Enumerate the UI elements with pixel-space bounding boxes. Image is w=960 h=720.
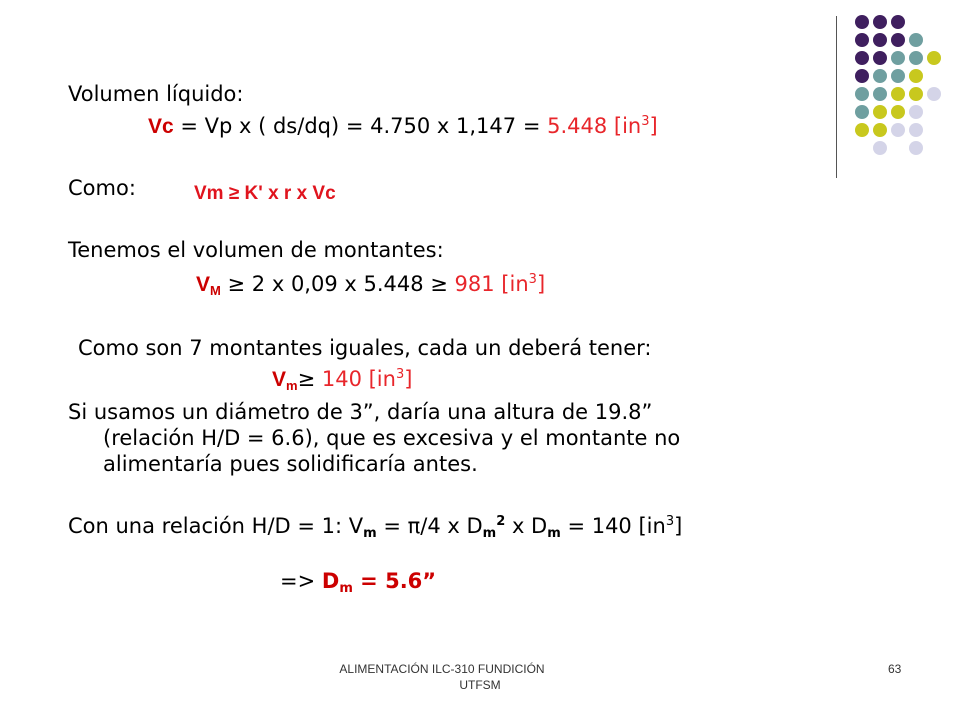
decor-dot: [873, 87, 887, 101]
decor-dot: [855, 87, 869, 101]
decor-dot: [855, 123, 869, 137]
decor-dot: [909, 51, 923, 65]
line-vm-montantes: $V_M \ge 2$ x 0,09 x 5.448 ≥ 981 $[in^3]$: [196, 272, 546, 298]
decor-dot: [909, 123, 923, 137]
footer-title: ALIMENTACIÓN ILC-310 FUNDICIÓN UTFSM: [339, 662, 545, 692]
line-como: Como:: [68, 176, 136, 200]
decor-dot: [891, 123, 905, 137]
decor-dot: [873, 69, 887, 83]
vc-symbol: Vc: [148, 115, 174, 138]
vm-inequality-formula: Vm ≥ K' x r x Vc: [194, 183, 336, 204]
decor-dot: [891, 105, 905, 119]
line-tenemos-volumen: Tenemos el volumen de montantes:: [68, 238, 444, 262]
decor-dot: [909, 105, 923, 119]
decor-dot: [855, 105, 869, 119]
decor-dot: [855, 69, 869, 83]
decor-dot: [855, 33, 869, 47]
line-relacion-hd: Con una relación H/D = 1: $V_m = \pi/4$ x $D_m^2$ x $D_m = 140$ $[in^3]$: [68, 514, 683, 541]
line-si-usamos-1: Si usamos un diámetro de 3”, daría una altura de 19.8”: [68, 400, 653, 424]
decor-dot: [873, 141, 887, 155]
decor-dot: [891, 69, 905, 83]
decor-dot: [909, 141, 923, 155]
decor-dot: [891, 15, 905, 29]
decor-dot: [873, 33, 887, 47]
decor-dot: [873, 15, 887, 29]
decor-dot: [927, 51, 941, 65]
decor-dot: [927, 87, 941, 101]
decor-dot: [873, 51, 887, 65]
decor-dot: [873, 123, 887, 137]
decor-dot: [855, 51, 869, 65]
decor-dot: [891, 51, 905, 65]
page-number: 63: [888, 662, 902, 676]
line-como-son-7: Como son 7 montantes iguales, cada un deberá tener:: [78, 336, 652, 360]
decor-dot: [909, 87, 923, 101]
line-vm-140: $V_m\ge 140$ $[in^3]$: [272, 367, 413, 393]
line-volumen-liquido: Volumen líquido:: [68, 82, 244, 106]
line-si-usamos-3: alimentaría pues solidificaría antes.: [103, 452, 478, 476]
line-si-usamos-2: (relación H/D = 6.6), que es excesiva y el montante no: [103, 426, 681, 450]
line-vc-formula: Vc = Vp x ( ds/dq) = 4.750 x 1,147 = 5.448 $[in^3]$: [148, 114, 658, 138]
divider-line: [836, 16, 837, 178]
decor-dot: [891, 87, 905, 101]
decor-dot: [873, 105, 887, 119]
decor-dot: [909, 69, 923, 83]
decor-dot: [891, 33, 905, 47]
decor-dot: [909, 33, 923, 47]
decor-dot: [855, 15, 869, 29]
line-dm-result: => $D_m = 5.6$”: [280, 569, 437, 596]
